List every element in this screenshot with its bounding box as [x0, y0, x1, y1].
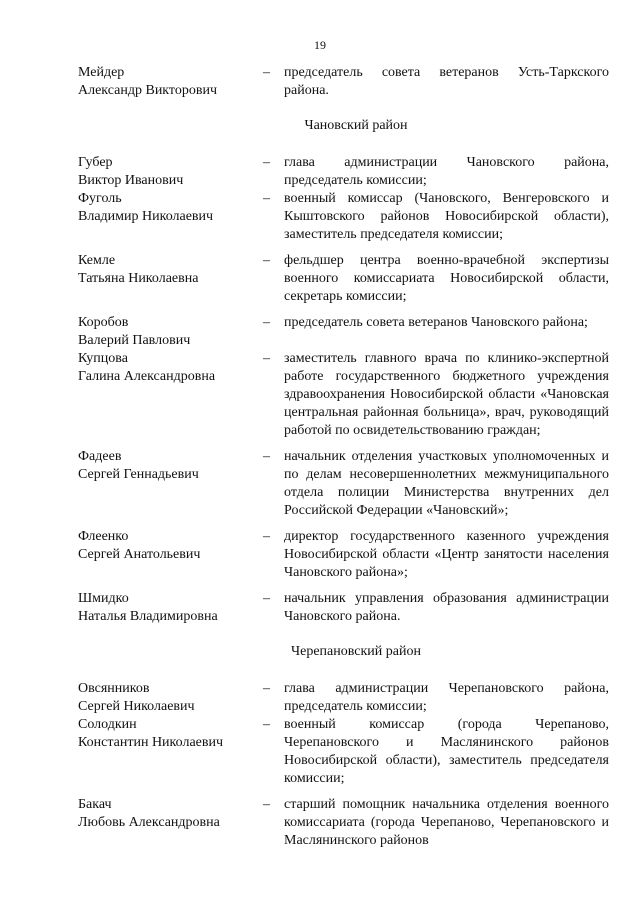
dash: – — [263, 797, 270, 812]
member-entry — [0, 64, 640, 100]
commission-list — [0, 64, 640, 850]
member-given-name: Владимир Николаевич — [78, 209, 214, 224]
member-surname: Мейдер — [78, 65, 125, 80]
section-title-cherepanovsky: Черепановский район — [291, 644, 421, 659]
member-entry — [0, 350, 640, 440]
member-entry — [0, 448, 640, 520]
dash: – — [263, 191, 270, 206]
member-given-name: Сергей Николаевич — [78, 699, 195, 714]
dash: – — [263, 529, 270, 544]
member-entry — [0, 716, 640, 788]
dash: – — [263, 65, 270, 80]
member-surname: Коробов — [78, 315, 129, 330]
member-given-name: Галина Александровна — [78, 369, 216, 384]
member-surname: Шмидко — [78, 591, 129, 606]
member-given-name: Виктор Иванович — [78, 173, 184, 188]
dash: – — [263, 351, 270, 366]
member-role: начальник управления образования администрации Чановского района. — [284, 591, 609, 624]
member-entry — [0, 314, 640, 350]
member-role: военный комиссар (Чановского, Венгеровского и Кыштовского районов Новосибирской области), заместитель председателя комиссии; — [284, 191, 609, 242]
dash: – — [263, 591, 270, 606]
member-role: глава администрации Чановского района, председатель комиссии; — [284, 155, 609, 188]
member-given-name: Любовь Александровна — [78, 815, 220, 830]
member-entry — [0, 590, 640, 626]
member-given-name: Наталья Владимировна — [78, 609, 218, 624]
member-surname: Губер — [78, 155, 113, 170]
member-given-name: Валерий Павлович — [78, 333, 191, 348]
member-given-name: Александр Викторович — [78, 83, 218, 98]
member-entry — [0, 154, 640, 190]
dash: – — [263, 253, 270, 268]
member-role: директор государственного казенного учреждения Новосибирской области «Центр занятости населения Чановского района»; — [284, 529, 609, 580]
member-surname: Купцова — [78, 351, 128, 366]
member-role: председатель совета ветеранов Усть-Таркского района. — [284, 65, 609, 98]
dash: – — [263, 449, 270, 464]
member-given-name: Константин Николаевич — [78, 735, 224, 750]
member-surname: Флеенко — [78, 529, 129, 544]
member-surname: Бакач — [78, 797, 112, 812]
member-role: начальник отделения участковых уполномоченных и по делам несовершеннолетних межмуниципального отдела полиции Министерства внутренних дел Российской Федерации «Чановский»; — [284, 449, 609, 518]
member-role: глава администрации Черепановского района, председатель комиссии; — [284, 681, 609, 714]
member-surname: Кемле — [78, 253, 116, 268]
member-role: старший помощник начальника отделения военного комиссариата (города Черепаново, Черепановского и Маслянинского районов — [284, 797, 609, 848]
member-entry — [0, 190, 640, 244]
member-role: фельдшер центра военно-врачебной экспертизы военного комиссариата Новосибирской области, секретарь комиссии; — [284, 253, 609, 304]
member-role: председатель совета ветеранов Чановского района; — [284, 315, 588, 330]
member-surname: Овсянников — [78, 681, 150, 696]
section-title-chanovsky: Чановский район — [304, 118, 408, 133]
dash: – — [263, 681, 270, 696]
dash: – — [263, 717, 270, 732]
page-number: 19 — [314, 38, 326, 52]
member-role: военный комиссар (города Черепаново, Черепановского и Маслянинского районов Новосибирской области), заместитель председателя комиссии; — [284, 717, 609, 786]
member-given-name: Татьяна Николаевна — [78, 271, 199, 286]
member-surname: Фадеев — [78, 449, 122, 464]
member-given-name: Сергей Геннадьевич — [78, 467, 199, 482]
member-given-name: Сергей Анатольевич — [78, 547, 201, 562]
member-entry — [0, 528, 640, 582]
member-surname: Фуголь — [78, 191, 122, 206]
member-entry — [0, 796, 640, 850]
dash: – — [263, 155, 270, 170]
member-surname: Солодкин — [78, 717, 137, 732]
dash: – — [263, 315, 270, 330]
member-entry — [0, 680, 640, 716]
member-entry — [0, 252, 640, 306]
member-role: заместитель главного врача по клинико-экспертной работе государственного бюджетного учреждения здравоохранения Новосибирской области «Чановская центральная районная больница», врач, руководящий работой по освидетельствованию граждан; — [284, 351, 609, 438]
